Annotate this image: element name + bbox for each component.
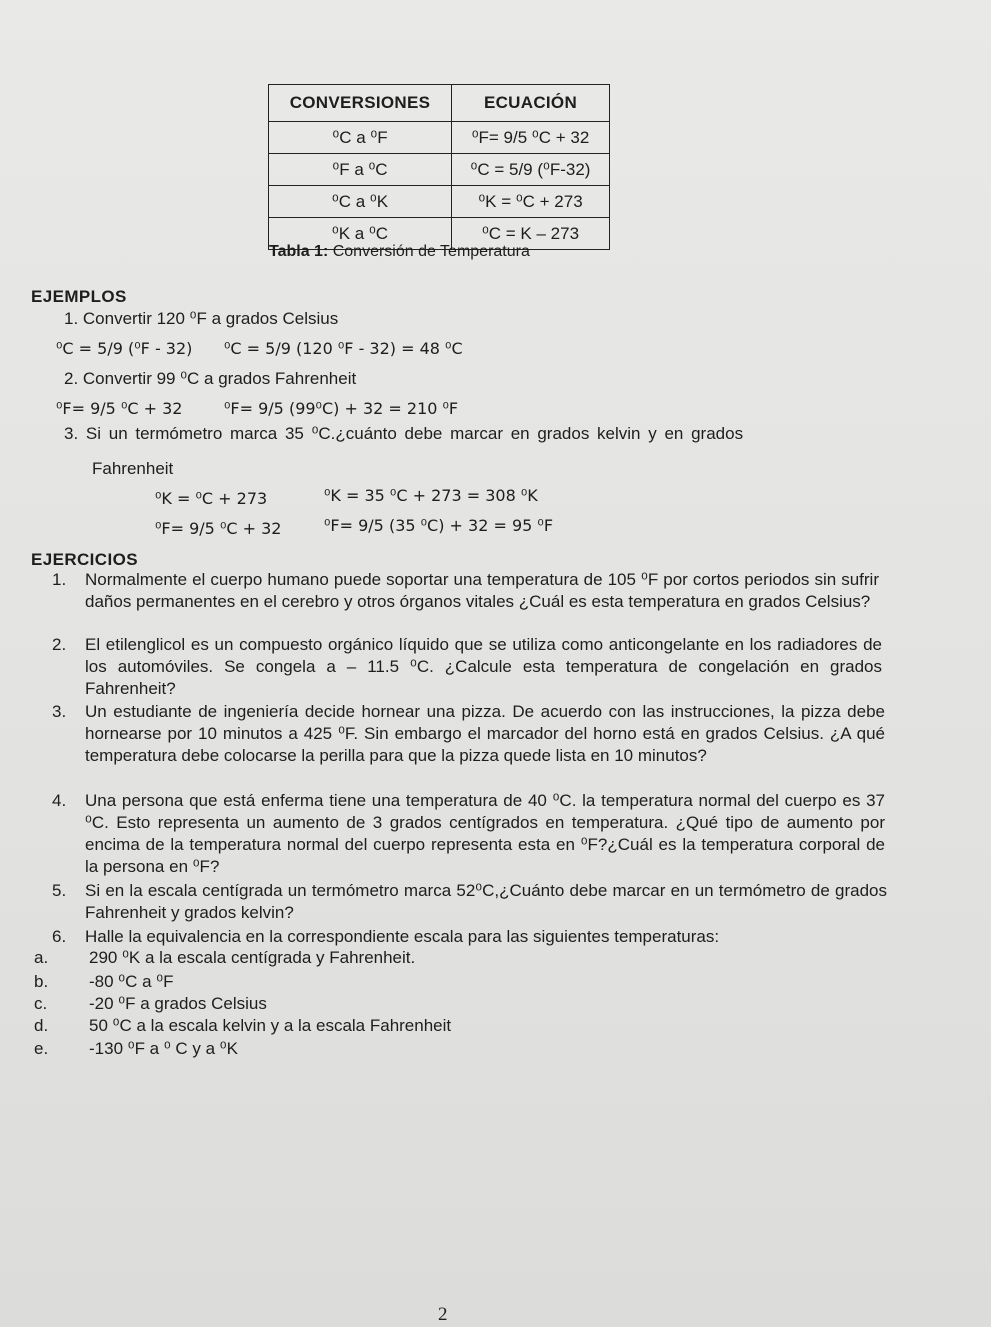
sub-item-letter: b. bbox=[34, 972, 49, 991]
exercise-text: Normalmente el cuerpo humano puede soportar una temperatura de 105 ⁰F por cortos periodos sin sufrir daños permanentes en el cerebro y otros órganos vitales ¿Cuál es esta temperatura en grados Celsius? bbox=[85, 570, 879, 611]
example-3-title-cont: Fahrenheit bbox=[92, 459, 174, 478]
exercise-text: Un estudiante de ingeniería decide hornear una pizza. De acuerdo con las instrucciones, la pizza debe hornearse por 10 minutos a 425 ⁰F. Sin embargo el marcador del horno está en grados Celsius. ¿A qué temperatura debe colocarse la perilla para que la pizza quede lista en 10 minutos? bbox=[85, 702, 885, 765]
exercise-number: 6. bbox=[52, 927, 67, 946]
table-cell: ⁰C a ⁰K bbox=[269, 186, 452, 218]
example-3-title: 3. Si un termómetro marca 35 ⁰C.¿cuánto debe marcar en grados kelvin y en grados bbox=[64, 424, 744, 443]
table-cell: ⁰C a ⁰F bbox=[269, 122, 452, 154]
example-3-formula-k: ⁰K = ⁰C + 273 bbox=[155, 489, 268, 508]
table-cell: ⁰C = 5/9 (⁰F-32) bbox=[452, 154, 610, 186]
exercise-item bbox=[52, 790, 885, 878]
exercise-item bbox=[52, 880, 887, 924]
example-2-solution: ⁰F= 9/5 (99⁰C) + 32 = 210 ⁰F bbox=[224, 399, 459, 418]
caption-label: Tabla 1: bbox=[269, 243, 329, 260]
table-row bbox=[269, 154, 610, 186]
sub-item-letter: e. bbox=[34, 1039, 49, 1058]
ejercicios-heading: EJERCICIOS bbox=[31, 550, 138, 569]
conversion-table bbox=[268, 84, 610, 250]
page-number: 2 bbox=[438, 1304, 448, 1325]
table-header-cell: ECUACIÓN bbox=[452, 85, 610, 122]
sub-item-text: -20 ⁰F a grados Celsius bbox=[89, 994, 267, 1013]
sub-item-letter: d. bbox=[34, 1016, 49, 1035]
example-2-formula: ⁰F= 9/5 ⁰C + 32 bbox=[56, 399, 183, 418]
example-3-formula-f: ⁰F= 9/5 ⁰C + 32 bbox=[155, 519, 282, 538]
table-header-row bbox=[269, 85, 610, 122]
example-3-solution-k: ⁰K = 35 ⁰C + 273 = 308 ⁰K bbox=[324, 486, 538, 505]
example-2-title: 2. Convertir 99 ⁰C a grados Fahrenheit bbox=[64, 369, 357, 388]
exercise-number: 1. bbox=[52, 570, 67, 589]
ejemplos-heading: EJEMPLOS bbox=[31, 287, 127, 306]
sub-item-letter: c. bbox=[34, 994, 48, 1013]
table-cell: ⁰K a ⁰C bbox=[269, 218, 452, 250]
exercise-number: 2. bbox=[52, 635, 67, 654]
table-header-cell: CONVERSIONES bbox=[269, 85, 452, 122]
example-1-solution: ⁰C = 5/9 (120 ⁰F - 32) = 48 ⁰C bbox=[224, 339, 463, 358]
table-cell: ⁰F= 9/5 ⁰C + 32 bbox=[452, 122, 610, 154]
table-caption bbox=[269, 243, 530, 261]
sub-item-text: -80 ⁰C a ⁰F bbox=[89, 972, 174, 991]
exercise-item bbox=[52, 569, 879, 613]
example-1-title: 1. Convertir 120 ⁰F a grados Celsius bbox=[64, 309, 339, 328]
table-cell: ⁰F a ⁰C bbox=[269, 154, 452, 186]
caption-text: Conversión de Temperatura bbox=[328, 243, 530, 260]
sub-item-text: -130 ⁰F a ⁰ C y a ⁰K bbox=[89, 1039, 238, 1058]
exercise-text: Si en la escala centígrada un termómetro marca 52⁰C,¿Cuánto debe marcar en un termómetro de grados Fahrenheit y grados kelvin? bbox=[85, 881, 887, 922]
exercise-text: El etilenglicol es un compuesto orgánico líquido que se utiliza como anticongelante en los radiadores de los automóviles. Se congela a – 11.5 ⁰C. ¿Calcule esta temperatura de congelación en grados Fahrenheit? bbox=[85, 635, 882, 698]
sub-item-text: 50 ⁰C a la escala kelvin y a la escala Fahrenheit bbox=[89, 1016, 452, 1035]
exercise-number: 4. bbox=[52, 791, 67, 810]
table-row bbox=[269, 122, 610, 154]
sub-item-text: 290 ⁰K a la escala centígrada y Fahrenheit. bbox=[89, 948, 416, 967]
example-3-solution-f: ⁰F= 9/5 (35 ⁰C) + 32 = 95 ⁰F bbox=[324, 516, 554, 535]
exercise-text: Una persona que está enferma tiene una temperatura de 40 ⁰C. la temperatura normal del cuerpo es 37 ⁰C. Esto representa un aumento de 3 grados centígrados en temperatura. ¿Qué tipo de aumento por encima de la temperatura normal del cuerpo representa esta en ⁰F?¿Cuál es la temperatura corporal de la persona en ⁰F? bbox=[85, 791, 885, 876]
exercise-item bbox=[52, 926, 895, 948]
sub-item-letter: a. bbox=[34, 948, 49, 967]
exercise-item bbox=[52, 634, 882, 700]
example-1-formula: ⁰C = 5/9 (⁰F - 32) bbox=[56, 339, 193, 358]
table-cell: ⁰C = K – 273 bbox=[452, 218, 610, 250]
table-cell: ⁰K = ⁰C + 273 bbox=[452, 186, 610, 218]
exercise-number: 3. bbox=[52, 702, 67, 721]
exercise-item bbox=[52, 701, 885, 767]
exercise-text: Halle la equivalencia en la correspondiente escala para las siguientes temperaturas: bbox=[85, 927, 720, 946]
table-row bbox=[269, 186, 610, 218]
exercise-number: 5. bbox=[52, 881, 67, 900]
